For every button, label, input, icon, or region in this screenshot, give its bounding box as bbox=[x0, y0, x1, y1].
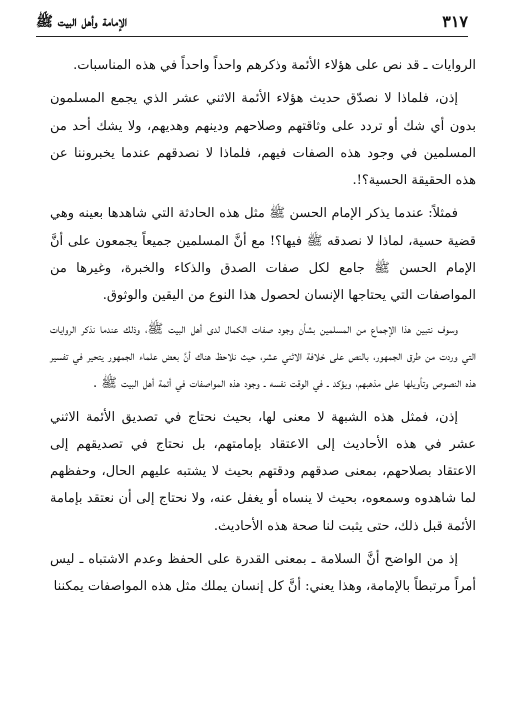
header-rule bbox=[36, 36, 468, 37]
paragraph: وسوف نتبين هذا الإجماع من المسلمين بشأن وجود صفات الكمال لدى أهل البيت ﷺ، وذلك عندما نذكر الروايات التي وردت من طرق الجمهور، بالنص على خلافة الاثني عشر، حيث نلاحظ هناك أنَّ بعض علماء الجمهور يتحير في تفسير هذه النصوص وتأويلها على مذهبهم، ويؤكد ـ في الوقت نفسه ـ وجود هذه المواصفات في أئمة أهل البيت ﷺ . bbox=[50, 321, 476, 392]
running-title: الإمامة وأهل البيت ﷺ bbox=[36, 14, 128, 30]
page-number: ٣١٧ bbox=[442, 12, 468, 31]
paragraph: فمثلاً: عندما يذكر الإمام الحسن ﷺ مثل هذه الحادثة التي شاهدها بعينه وهي قضية حسية، لماذا لا نصدقه ﷺ فيها؟! مع أنَّ المسلمين جميعاً يجمعون على أنَّ الإمام الحسن ﷺ جامع لكل صفات الصدق والذكاء والخبرة، وغيرها من المواصفات التي يحتاجها الإنسان لحصول هذا النوع من اليقين والوثوق. bbox=[50, 206, 476, 304]
body-text bbox=[50, 52, 476, 607]
paragraph: إذن، فمثل هذه الشبهة لا معنى لها، بحيث نحتاج في تصديق الأئمة الاثني عشر في هذه الأحاديث إلى الاعتقاد بإمامتهم، بل نحتاج في تصديقهم إلى الاعتقاد بصلاحهم، بمعنى صدقهم ودقتهم بحيث لا يشتبه عليهم الحال، وحفظهم لما شاهدوه وسمعوه، بحيث لا ينساه أو يغفل عنه، ولا نحتاج إلى أن نعتقد بإمامة الأئمة قبل ذلك، حتى يثبت لنا صحة هذه الأحاديث. bbox=[50, 409, 476, 534]
paragraph: الروايات ـ قد نص على هؤلاء الأئمة وذكرهم واحداً واحداً في هذه المناسبات. bbox=[73, 58, 476, 73]
page-header bbox=[36, 10, 468, 32]
paragraph: إذن، فلماذا لا نصدّق حديث هؤلاء الأئمة الاثني عشر الذي يجمع المسلمون بدون أي شك أو تردد على وثاقتهم وصلاحهم ودينهم وهديهم، ولا يشك أحد من المسلمين في وجود هذه الصفات فيهم، فلماذا لا نصدقهم عندما يخبروننا عن هذه الحقيقة الحسية؟!. bbox=[50, 91, 476, 189]
paragraph: إذ من الواضح أنَّ السلامة ـ بمعنى القدرة على الحفظ وعدم الاشتباه ـ ليس أمراً مرتبطاً بالإمامة، وهذا يعني: أنَّ كل إنسان يملك مثل هذه المواصفات يمكننا bbox=[50, 552, 476, 595]
